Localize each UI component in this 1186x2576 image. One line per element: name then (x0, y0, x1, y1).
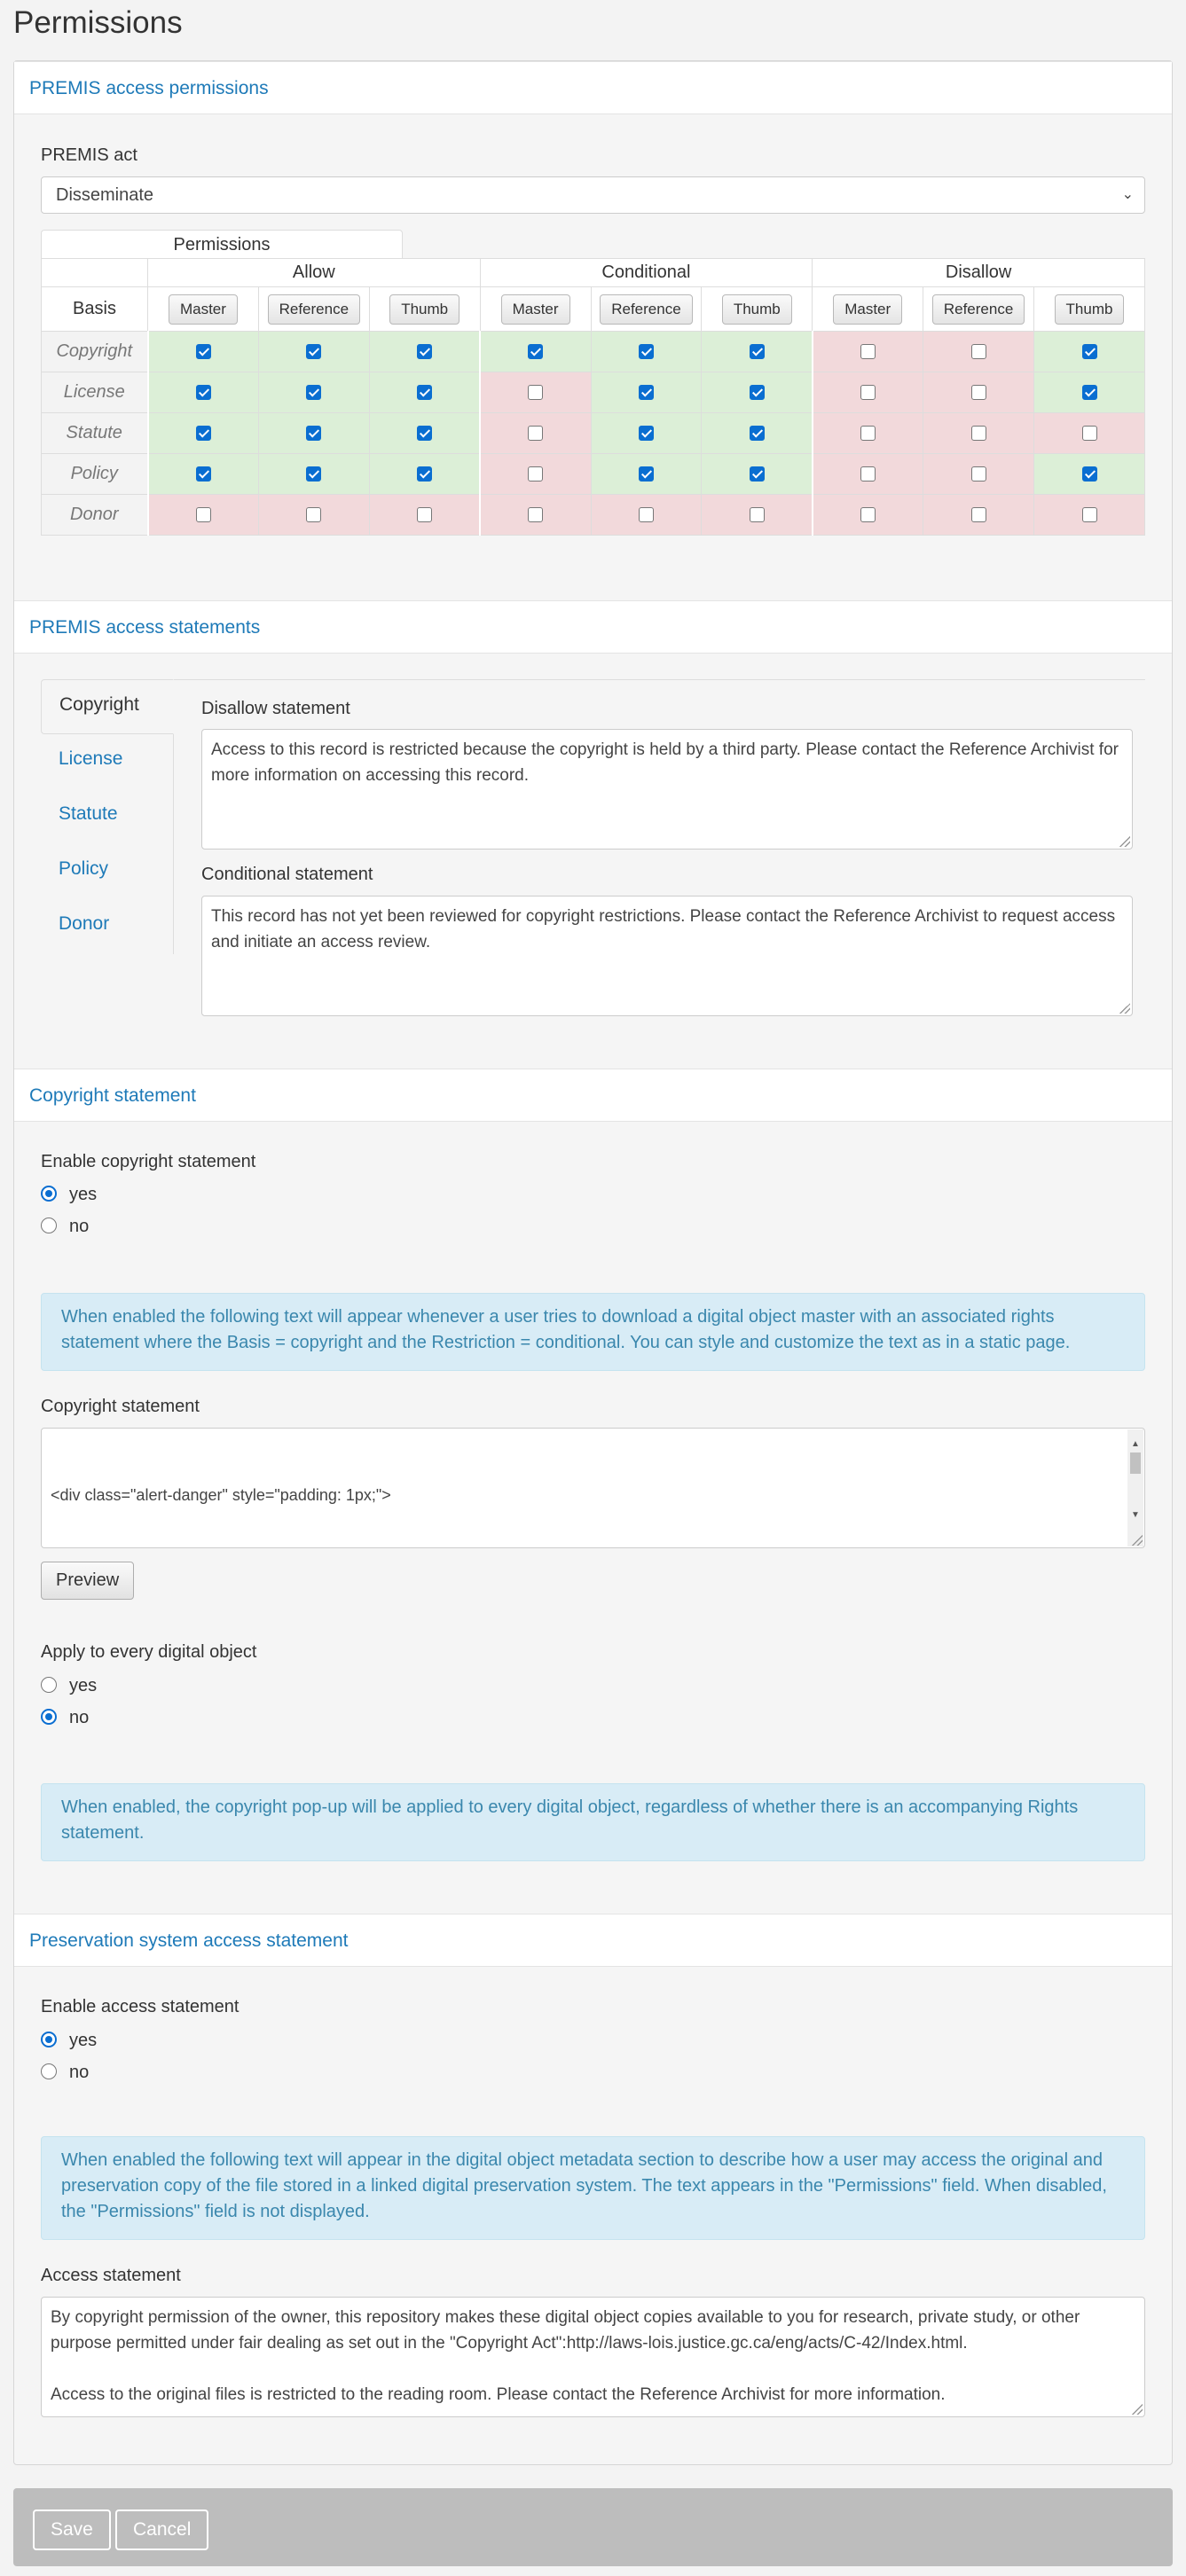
permission-row (42, 372, 1145, 413)
column-toggle-thumb-button[interactable]: Thumb (1055, 294, 1125, 325)
resize-handle[interactable] (1132, 2404, 1143, 2415)
enable-copyright-label: Enable copyright statement (41, 1152, 256, 1171)
permission-checkbox[interactable] (639, 507, 654, 522)
permission-checkbox[interactable] (1082, 385, 1097, 400)
permission-checkbox[interactable] (417, 344, 432, 359)
copyright-statement-label: Copyright statement (41, 1397, 200, 1416)
permission-checkbox[interactable] (417, 507, 432, 522)
basis-label: Copyright (42, 332, 148, 372)
column-toggle-thumb-button[interactable]: Thumb (389, 294, 459, 325)
copyright-info-box: When enabled the following text will appear whenever a user tries to download a digital object master with an associated rights statement where the Basis = copyright and the Restriction = conditional. You can style and customize the text as in a static page. (41, 1293, 1145, 1371)
permission-checkbox[interactable] (860, 507, 876, 522)
permission-checkbox[interactable] (750, 466, 765, 482)
column-toggle-reference-button[interactable]: Reference (600, 294, 692, 325)
permission-checkbox[interactable] (417, 466, 432, 482)
tab-donor[interactable]: Donor (41, 899, 174, 954)
permission-checkbox[interactable] (750, 507, 765, 522)
conditional-statement-label: Conditional statement (201, 865, 373, 884)
column-toggle-master-button[interactable]: Master (833, 294, 902, 325)
preview-button[interactable]: Preview (41, 1562, 134, 1600)
permission-checkbox[interactable] (528, 426, 543, 441)
access-statement-input[interactable]: By copyright permission of the owner, this repository makes these digital object copies available to you for research, private study, or other purpose permitted under fair dealing as set out in the "Copyright Act":http://laws-lois.justice.gc.ca/eng/acts/C-42/Index.html. Access to the original files is restricted to the reading room. Please contact the Reference Archivist for more information. (41, 2297, 1145, 2417)
basis-label: License (42, 372, 148, 413)
group-allow: Allow (148, 259, 481, 287)
statement-tabs (41, 679, 174, 954)
permission-checkbox[interactable] (971, 507, 986, 522)
enable-copyright-no[interactable]: no (41, 1217, 89, 1237)
permission-checkbox[interactable] (528, 507, 543, 522)
preservation-statement-heading[interactable]: Preservation system access statement (14, 1914, 1172, 1967)
access-info-box: When enabled the following text will appear in the digital object metadata section to describe how a user may access the original and preservation copy of the file stored in a linked digital preservation system. The text appears in the "Permissions" field. When disabled, the "Permissions" field is not displayed. (41, 2136, 1145, 2240)
permission-checkbox[interactable] (306, 466, 321, 482)
permission-checkbox[interactable] (1082, 426, 1097, 441)
tab-statute[interactable]: Statute (41, 789, 174, 844)
permission-row (42, 495, 1145, 536)
scroll-up-icon[interactable]: ▲ (1131, 1439, 1140, 1449)
permission-checkbox[interactable] (196, 466, 211, 482)
premis-act-label: PREMIS act (41, 145, 137, 165)
permission-row (42, 332, 1145, 372)
apply-every-object-label: Apply to every digital object (41, 1642, 257, 1662)
permission-checkbox[interactable] (306, 344, 321, 359)
copyright-statement-heading[interactable]: Copyright statement (14, 1069, 1172, 1122)
apply-every-object-yes[interactable]: yes (41, 1676, 97, 1696)
permission-checkbox[interactable] (306, 426, 321, 441)
tab-policy[interactable]: Policy (41, 844, 174, 899)
premis-statements-heading[interactable]: PREMIS access statements (14, 600, 1172, 654)
permission-checkbox[interactable] (306, 385, 321, 400)
disallow-statement-label: Disallow statement (201, 699, 350, 718)
permission-checkbox[interactable] (860, 466, 876, 482)
permission-checkbox[interactable] (750, 385, 765, 400)
column-toggle-thumb-button[interactable]: Thumb (722, 294, 792, 325)
permission-checkbox[interactable] (639, 344, 654, 359)
group-conditional: Conditional (480, 259, 813, 287)
permission-checkbox[interactable] (639, 426, 654, 441)
permission-checkbox[interactable] (639, 466, 654, 482)
permission-checkbox[interactable] (528, 466, 543, 482)
settings-panel (13, 60, 1173, 2465)
permissions-tab[interactable]: Permissions (41, 230, 403, 258)
permission-checkbox[interactable] (860, 344, 876, 359)
permission-checkbox[interactable] (306, 507, 321, 522)
tab-license[interactable]: License (41, 734, 174, 789)
permission-checkbox[interactable] (639, 385, 654, 400)
apply-info-box: When enabled, the copyright pop-up will be applied to every digital object, regardless of whether there is an accompanying Rights statement. (41, 1783, 1145, 1861)
enable-access-yes[interactable]: yes (41, 2031, 97, 2051)
radio-selected-icon[interactable] (41, 1186, 57, 1202)
permission-checkbox[interactable] (528, 385, 543, 400)
permission-checkbox[interactable] (196, 344, 211, 359)
column-toggle-reference-button[interactable]: Reference (268, 294, 360, 325)
permissions-table (41, 258, 1145, 536)
cancel-button[interactable]: Cancel (115, 2509, 208, 2550)
scrollbar-thumb[interactable] (1130, 1452, 1141, 1474)
permission-checkbox[interactable] (1082, 344, 1097, 359)
tab-copyright[interactable]: Copyright (41, 679, 174, 734)
scrollbar[interactable] (1127, 1429, 1143, 1546)
premis-act-select[interactable] (41, 176, 1145, 214)
permission-checkbox[interactable] (1082, 466, 1097, 482)
column-toggle-reference-button[interactable]: Reference (932, 294, 1025, 325)
resize-handle[interactable] (1132, 1535, 1143, 1546)
permission-checkbox[interactable] (750, 426, 765, 441)
enable-copyright-yes[interactable]: yes (41, 1185, 97, 1205)
apply-every-object-no[interactable]: no (41, 1708, 89, 1728)
permission-checkbox[interactable] (528, 344, 543, 359)
permission-row (42, 454, 1145, 495)
form-actions (13, 2488, 1173, 2566)
permission-row (42, 413, 1145, 454)
save-button[interactable]: Save (33, 2509, 111, 2550)
permission-checkbox[interactable] (971, 385, 986, 400)
permission-checkbox[interactable] (196, 385, 211, 400)
permission-checkbox[interactable] (1082, 507, 1097, 522)
radio-icon[interactable] (41, 2063, 57, 2079)
basis-header: Basis (42, 287, 148, 332)
permission-checkbox[interactable] (971, 426, 986, 441)
page-title: Permissions (13, 5, 183, 40)
resize-handle[interactable] (1119, 1003, 1130, 1014)
permission-checkbox[interactable] (971, 344, 986, 359)
permission-checkbox[interactable] (417, 385, 432, 400)
group-disallow: Disallow (813, 259, 1145, 287)
disallow-statement-input[interactable]: Access to this record is restricted because the copyright is held by a third party. Please contact the Reference Archivist for more information on accessing this record. (201, 729, 1133, 850)
enable-access-no[interactable]: no (41, 2063, 89, 2083)
scroll-down-icon[interactable]: ▼ (1131, 1510, 1140, 1520)
permission-checkbox[interactable] (860, 385, 876, 400)
resize-handle[interactable] (1119, 836, 1130, 847)
chevron-down-icon: ⌄ (1121, 187, 1134, 202)
column-toggle-master-button[interactable]: Master (501, 294, 570, 325)
access-statement-label: Access statement (41, 2266, 181, 2285)
permission-checkbox[interactable] (971, 466, 986, 482)
basis-label: Policy (42, 454, 148, 495)
permission-checkbox[interactable] (417, 426, 432, 441)
permission-checkbox[interactable] (860, 426, 876, 441)
radio-icon[interactable] (41, 1677, 57, 1693)
conditional-statement-input[interactable]: This record has not yet been reviewed for copyright restrictions. Please contact the Reference Archivist to request access and initiate an access review. (201, 896, 1133, 1016)
radio-selected-icon[interactable] (41, 2032, 57, 2047)
permission-checkbox[interactable] (750, 344, 765, 359)
copyright-statement-input[interactable]: <div class="alert-danger" style="padding: 1px;"> ▲ ▼ (41, 1428, 1145, 1548)
radio-icon[interactable] (41, 1218, 57, 1233)
permission-checkbox[interactable] (196, 426, 211, 441)
enable-access-label: Enable access statement (41, 1997, 240, 2016)
basis-label: Statute (42, 413, 148, 454)
column-toggle-master-button[interactable]: Master (169, 294, 238, 325)
premis-permissions-heading[interactable]: PREMIS access permissions (14, 61, 1172, 114)
radio-selected-icon[interactable] (41, 1709, 57, 1725)
permission-checkbox[interactable] (196, 507, 211, 522)
basis-label: Donor (42, 495, 148, 536)
premis-act-value: Disseminate (56, 185, 154, 205)
